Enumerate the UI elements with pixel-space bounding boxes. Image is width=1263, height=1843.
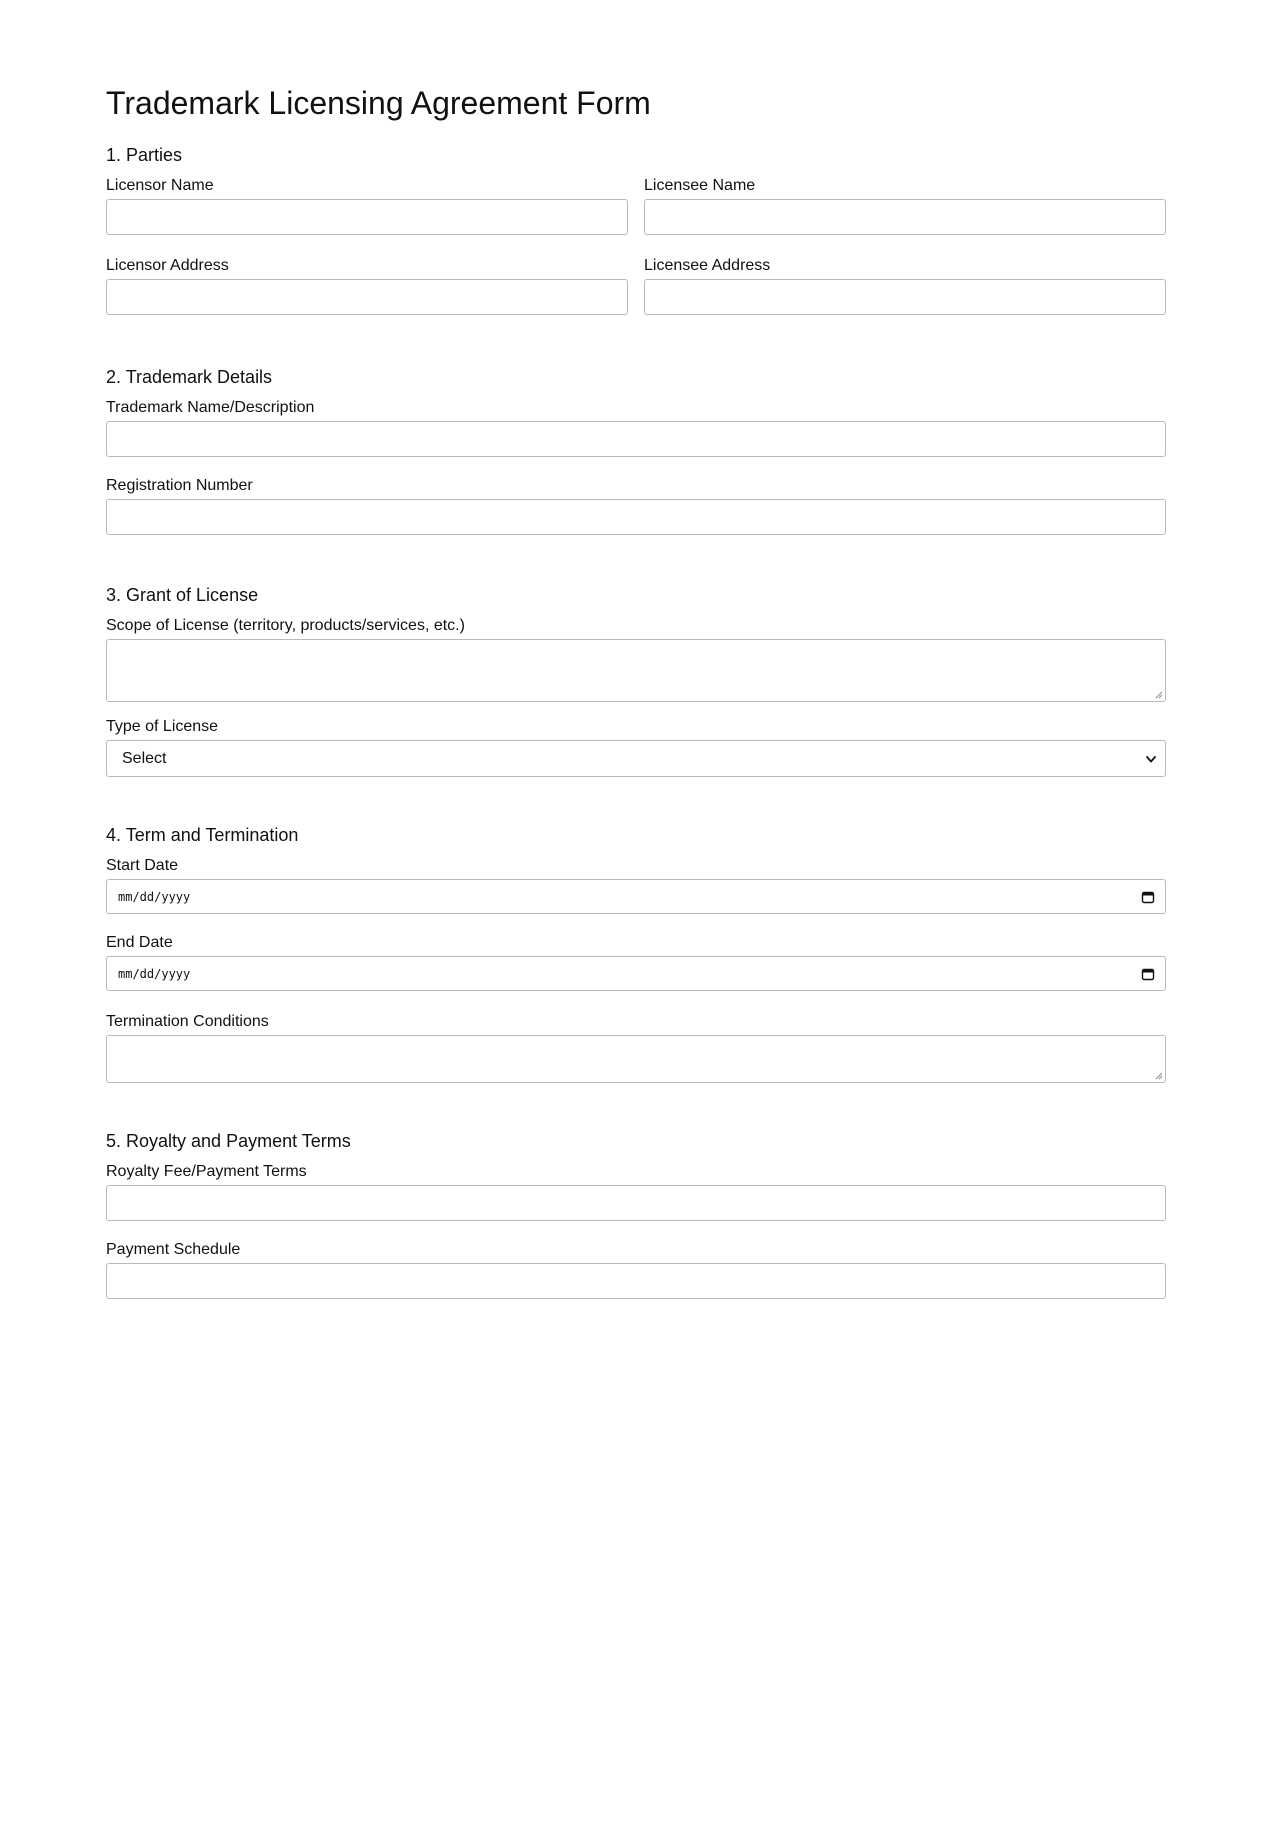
license-scope-group: [106, 616, 1166, 702]
start-date-label: Start Date: [106, 857, 179, 874]
license-type-label: Type of License: [106, 718, 219, 735]
section-title-grant: 3. Grant of License: [106, 585, 259, 605]
section-title-parties: 1. Parties: [106, 145, 183, 165]
termination-conditions-textarea[interactable]: [106, 1035, 1166, 1083]
end-date-group: [106, 933, 1166, 991]
registration-number-label: Registration Number: [106, 477, 253, 494]
license-type-selected: Select: [122, 749, 167, 767]
termination-conditions-label: Termination Conditions: [106, 1013, 269, 1030]
payment-schedule-label: Payment Schedule: [106, 1241, 241, 1258]
license-type-group: [106, 717, 1166, 777]
registration-number-group: [106, 476, 1166, 535]
start-date-placeholder: mm/dd/yyyy: [118, 889, 191, 904]
licensee-address-group: [644, 256, 1166, 315]
licensee-name-input[interactable]: [644, 199, 1166, 235]
calendar-icon[interactable]: [1141, 890, 1155, 904]
end-date-placeholder: mm/dd/yyyy: [118, 966, 191, 981]
royalty-fee-group: [106, 1162, 1166, 1221]
royalty-fee-input[interactable]: [106, 1185, 1166, 1221]
licensor-address-input[interactable]: [106, 279, 628, 315]
licensor-address-label: Licensor Address: [106, 257, 229, 274]
section-title-royalty: 5. Royalty and Payment Terms: [106, 1131, 351, 1151]
licensor-name-group: [106, 176, 628, 235]
payment-schedule-input[interactable]: [106, 1263, 1166, 1299]
start-date-group: [106, 856, 1166, 914]
end-date-input[interactable]: [106, 956, 1166, 991]
license-type-select[interactable]: [106, 740, 1166, 777]
licensee-address-label: Licensee Address: [644, 257, 771, 274]
licensee-name-label: Licensee Name: [644, 177, 756, 194]
page-title: Trademark Licensing Agreement Form: [106, 85, 651, 121]
registration-number-input[interactable]: [106, 499, 1166, 535]
calendar-icon[interactable]: [1141, 967, 1155, 981]
termination-conditions-group: [106, 1012, 1166, 1083]
start-date-input[interactable]: [106, 879, 1166, 914]
chevron-down-icon[interactable]: [1145, 753, 1157, 765]
payment-schedule-group: [106, 1240, 1166, 1299]
trademark-name-group: [106, 398, 1166, 457]
resize-grip-icon[interactable]: [1155, 1072, 1163, 1080]
resize-grip-icon[interactable]: [1155, 691, 1163, 699]
end-date-label: End Date: [106, 934, 173, 951]
licensor-address-group: [106, 256, 628, 315]
parties-name-row: [106, 176, 1166, 235]
licensing-form: [106, 82, 1166, 1299]
parties-address-row: [106, 256, 1166, 315]
section-title-trademark: 2. Trademark Details: [106, 367, 273, 387]
royalty-fee-label: Royalty Fee/Payment Terms: [106, 1163, 307, 1180]
licensee-address-input[interactable]: [644, 279, 1166, 315]
licensor-name-input[interactable]: [106, 199, 628, 235]
licensee-name-group: [644, 176, 1166, 235]
trademark-name-input[interactable]: [106, 421, 1166, 457]
license-scope-label: Scope of License (territory, products/services, etc.): [106, 617, 465, 634]
licensor-name-label: Licensor Name: [106, 177, 214, 194]
trademark-name-label: Trademark Name/Description: [106, 399, 315, 416]
license-scope-textarea[interactable]: [106, 639, 1166, 702]
section-title-term: 4. Term and Termination: [106, 825, 299, 845]
